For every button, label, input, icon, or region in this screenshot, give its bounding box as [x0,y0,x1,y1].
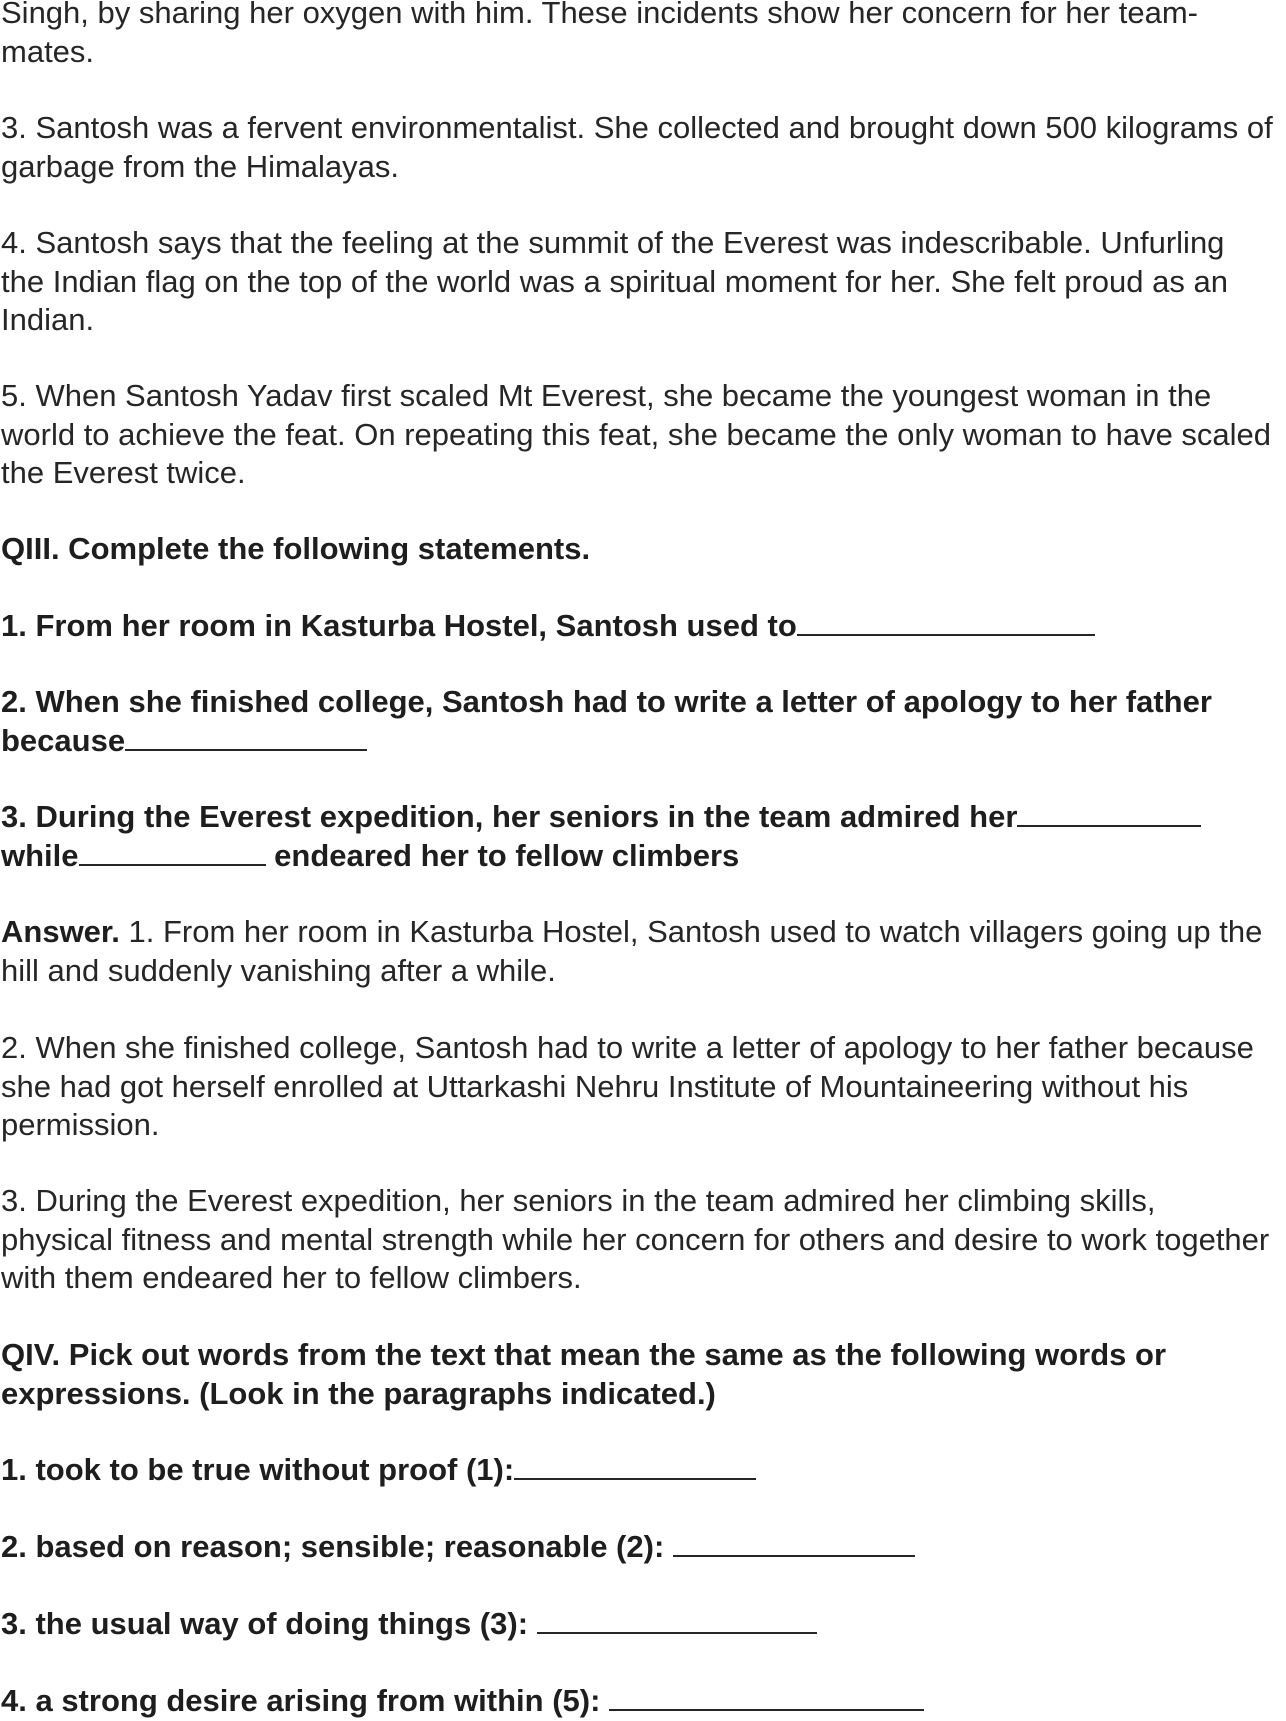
qiii-heading: QIII. Complete the following statements. [1,531,591,566]
answer-blank [609,1685,924,1711]
answer-blank [125,725,367,751]
qiii-statement-1 [1,607,1274,646]
answer-blank [514,1454,756,1480]
qiv-item-3-text: 3. the usual way of doing things (3): [1,1606,529,1641]
answer-qii-3: 3. Santosh was a fervent environmentalist. She collected and brought down 500 kilograms of garbage from the Himalayas. [1,110,1273,184]
answer-blank [797,610,1095,636]
answer-label: Answer. [1,914,120,949]
qiv-item-3 [1,1605,1274,1644]
qiv-heading: QIV. Pick out words from the text that mean the same as the following words or expressions. (Look in the paragraphs indicated.) [1,1337,1167,1411]
qiv-item-1-text: 1. took to be true without proof (1): [1,1452,515,1487]
qiii-statement-2-text: 2. When she finished college, Santosh had to write a letter of apology to her father because [1,684,1212,758]
qiii-answer-2: 2. When she finished college, Santosh had to write a letter of apology to her father because she had got herself enrolled at Uttarkashi Nehru Institute of Mountaineering without his permission. [1,1030,1254,1142]
qiii-statement-3-text-b: while [1,837,79,873]
qiv-item-2 [1,1528,1274,1567]
answer-blank [673,1531,915,1557]
qiii-answer-3: 3. During the Everest expedition, her seniors in the team admired her climbing skills, physical fitness and mental strength while her concern for others and desire to work together with them endeared her to fellow climbers. [1,1183,1270,1295]
qiv-item-2-text: 2. based on reason; sensible; reasonable (2): [1,1529,665,1564]
qiv-item-1 [1,1451,1274,1490]
qiii-statement-3 [1,798,1274,875]
answer-qii-5: 5. When Santosh Yadav first scaled Mt Everest, she became the youngest woman in the world to achieve the feat. On repeating this feat, she became the only woman to have scaled the Everest twice. [1,378,1272,490]
qiii-statement-3-text-c: endeared her to fellow climbers [274,837,740,873]
answer-blank [79,840,266,866]
qiv-item-4-text: 4. a strong desire arising from within (5): [1,1683,601,1718]
answer-blank [537,1608,817,1634]
qiii-answer-1-text: 1. From her room in Kasturba Hostel, Santosh used to watch villagers going up the hill and suddenly vanishing after a while. [1,914,1263,988]
answer-blank [1017,801,1201,827]
qiii-statement-3-text-a: 3. During the Everest expedition, her seniors in the team admired her [1,799,1018,834]
paragraph-intro-continued: Singh, by sharing her oxygen with him. These incidents show her concern for her team-mates. [1,0,1198,69]
qiv-item-4 [1,1682,1274,1721]
qiii-answer-1 [1,913,1274,990]
qiii-statement-1-text: 1. From her room in Kasturba Hostel, Santosh used to [1,608,797,643]
answer-qii-4: 4. Santosh says that the feeling at the summit of the Everest was indescribable. Unfurling the Indian flag on the top of the world was a spiritual moment for her. She felt proud as an Indian. [1,225,1228,337]
qiii-statement-2 [1,683,1274,760]
